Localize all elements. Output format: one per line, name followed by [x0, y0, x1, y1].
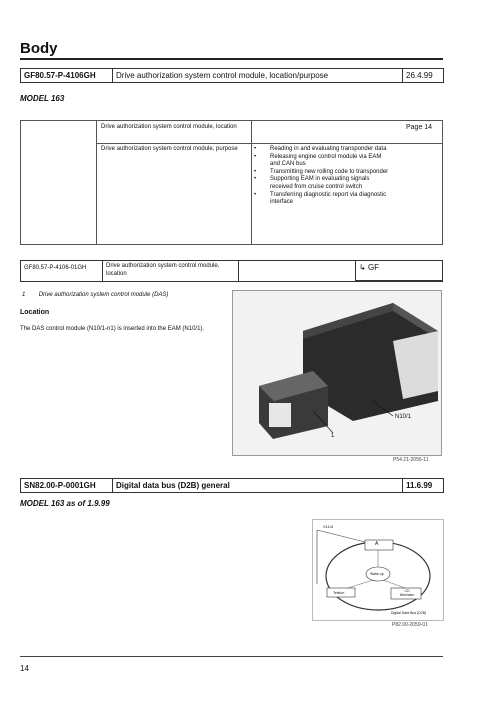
- model-label: MODEL 163 as of 1.9.99: [20, 499, 110, 508]
- purpose-list: [254, 146, 389, 207]
- model-label: MODEL 163: [20, 94, 65, 103]
- doc-title: Digital data bus (D2B) general: [113, 479, 403, 492]
- figure-legend: [22, 292, 168, 300]
- doc-title: Drive authorization system control module, location: [103, 261, 239, 281]
- label-n10-1: N10/1: [395, 414, 412, 420]
- list-item: • Transferring diagnostic report via diagnostic interface: [254, 192, 389, 207]
- doc-ref-text: GF: [367, 263, 380, 272]
- doc-code: GF80.57-P-4106GH: [21, 69, 113, 82]
- table-row2-label: Drive authorization system control module, purpose: [101, 146, 238, 152]
- location-heading: Location: [20, 309, 50, 316]
- label-1: 1: [331, 433, 335, 439]
- doc-header-3: [20, 478, 444, 493]
- table-col-blank: [21, 121, 97, 244]
- figure-code: P54.21-2056-11: [393, 457, 429, 463]
- doc-code: SN82.00-P-0001GH: [21, 479, 113, 492]
- doc-ref: [356, 261, 442, 281]
- doc-title: Drive authorization system control module, location/purpose: [113, 69, 403, 82]
- legend-text: Drive authorization system control module (DAS): [38, 292, 169, 298]
- diagram-caption: Digital Data Bus (D2B): [391, 611, 427, 615]
- list-item: • Releasing engine control module via EAM and CAN bus: [254, 154, 389, 169]
- list-item: • Supporting EAM in evaluating signals received from cruise control switch: [254, 176, 389, 191]
- legend-number: 1: [22, 292, 26, 298]
- list-item: • Transmitting new rolling code to transponder: [254, 169, 389, 177]
- diagram-node-a: A: [375, 541, 379, 547]
- doc-header-2: [20, 260, 443, 282]
- d2b-diagram: [312, 519, 444, 621]
- doc-date: 11.6.99: [406, 481, 433, 490]
- doc-date: 26.4.99: [406, 71, 433, 80]
- diagram-center: Wake up: [370, 572, 384, 576]
- diagram-left: Telefon: [333, 591, 345, 595]
- table-page-ref: Page 14: [406, 124, 433, 131]
- section-title: Body: [20, 40, 58, 57]
- info-table: [20, 120, 443, 245]
- section-rule: [20, 58, 443, 60]
- page-number: 14: [20, 664, 29, 673]
- das-module-photo: [232, 290, 442, 456]
- list-item: • Reading in and evaluating transponder data: [254, 146, 389, 154]
- footer-rule: [20, 656, 443, 657]
- module-illustration: [233, 291, 441, 455]
- table-row1-label: Drive authorization system control module, location: [101, 124, 237, 130]
- arrow-icon: ↳: [359, 263, 366, 272]
- doc-header-1: [20, 68, 444, 83]
- diagram-right: CD Wechsler: [399, 589, 415, 597]
- table-col-label: [97, 121, 252, 244]
- diagram-connector: X11/4: [323, 524, 334, 529]
- doc-code: GF80.57-P-4106-01GH: [21, 261, 103, 281]
- location-text: The DAS control module (N10/1-n1) is inserted into the EAM (N10/1).: [20, 326, 205, 332]
- doc-blank: [239, 261, 356, 281]
- diagram-code: P82.00-2059-01: [392, 622, 428, 628]
- ring-diagram: [313, 520, 443, 620]
